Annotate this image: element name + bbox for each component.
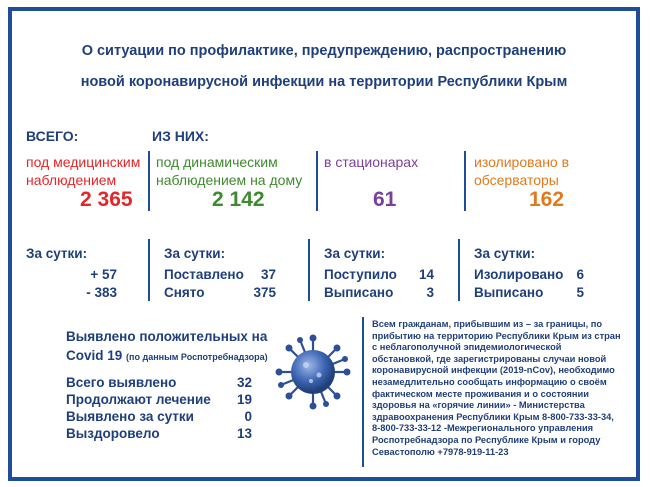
daily-label: Выписано [324, 285, 394, 300]
covid-row-label: Всего выявлено [66, 375, 177, 390]
daily-label: Поступило [324, 267, 397, 282]
category-hospital-label: в стационарах [324, 154, 419, 170]
title-line-2: новой коронавирусной инфекции на территории Республики Крым [80, 74, 568, 90]
daily-title-4: За сутки: [474, 246, 536, 261]
covid-row-label: Выздоровело [66, 426, 160, 441]
daily-label: Поставлено [164, 267, 244, 282]
category-home-label: под динамическим наблюдением на дому [156, 154, 303, 188]
category-medical-value: 2 365 [80, 188, 133, 211]
title-line-1: О ситуации по профилактике, предупреждению, распространению [81, 43, 567, 59]
daily-value: 6 [576, 267, 584, 282]
daily-title-1: За сутки: [26, 246, 88, 261]
daily-value: 5 [576, 285, 584, 300]
coronavirus-icon [274, 333, 352, 411]
daily-label: Снято [164, 285, 205, 300]
daily-value: 375 [253, 285, 276, 300]
separator [362, 317, 364, 467]
covid-note: (по данным Роспотребнадзора) [126, 352, 268, 362]
covid-row-value: 0 [244, 409, 252, 424]
separator [148, 239, 150, 301]
daily-title-2: За сутки: [164, 246, 226, 261]
covid-row-value: 19 [236, 392, 252, 407]
category-medical-label: под медицинским наблюдением [26, 154, 141, 188]
daily-label: Изолировано [474, 267, 564, 282]
daily-value: + 57 [90, 267, 117, 282]
separator [464, 151, 466, 211]
daily-value: 37 [260, 267, 276, 282]
infographic-frame [8, 7, 640, 481]
daily-label: Выписано [474, 285, 544, 300]
separator [458, 239, 460, 301]
daily-value: 3 [426, 285, 434, 300]
of-them-label: ИЗ НИХ: [152, 128, 209, 144]
category-observatory-value: 162 [529, 188, 565, 211]
daily-value: 14 [418, 267, 434, 282]
covid-heading: Выявлено положительных на Covid 19 (по данным Роспотребнадзора) [66, 329, 268, 363]
category-home-value: 2 142 [212, 188, 265, 211]
separator [308, 239, 310, 301]
info-text: Всем гражданам, прибывшим из – за границы, по прибытию на территорию Республики Крым из стран с неблагополучной эпидемиологической обстановкой, где зарегистрированы случаи новой коронавирусной инфекции (2019-nCov), необходимо незамедлительно сообщать информацию о своём фактическом месте проживания и о состоянии здоровья на «горячие линии» - Министерства здравоохранения Республики Крым 8-800-733-33-34, 8-800-733-33-12 -Межрегионального управления Роспотребнадзора по Республике Крым и городу Севастополю +7978-919-11-23 [372, 319, 621, 457]
category-observatory-label: изолировано в обсерваторы [474, 154, 570, 188]
covid-row-label: Выявлено за сутки [66, 409, 194, 424]
daily-title-3: За сутки: [324, 246, 386, 261]
daily-value: - 383 [86, 285, 117, 300]
category-hospital-value: 61 [373, 188, 397, 211]
separator [316, 151, 318, 211]
covid-row-label: Продолжают лечение [66, 392, 211, 407]
total-label: ВСЕГО: [26, 128, 79, 144]
covid-row-value: 32 [236, 375, 252, 390]
covid-row-value: 13 [236, 426, 252, 441]
separator [148, 151, 150, 211]
